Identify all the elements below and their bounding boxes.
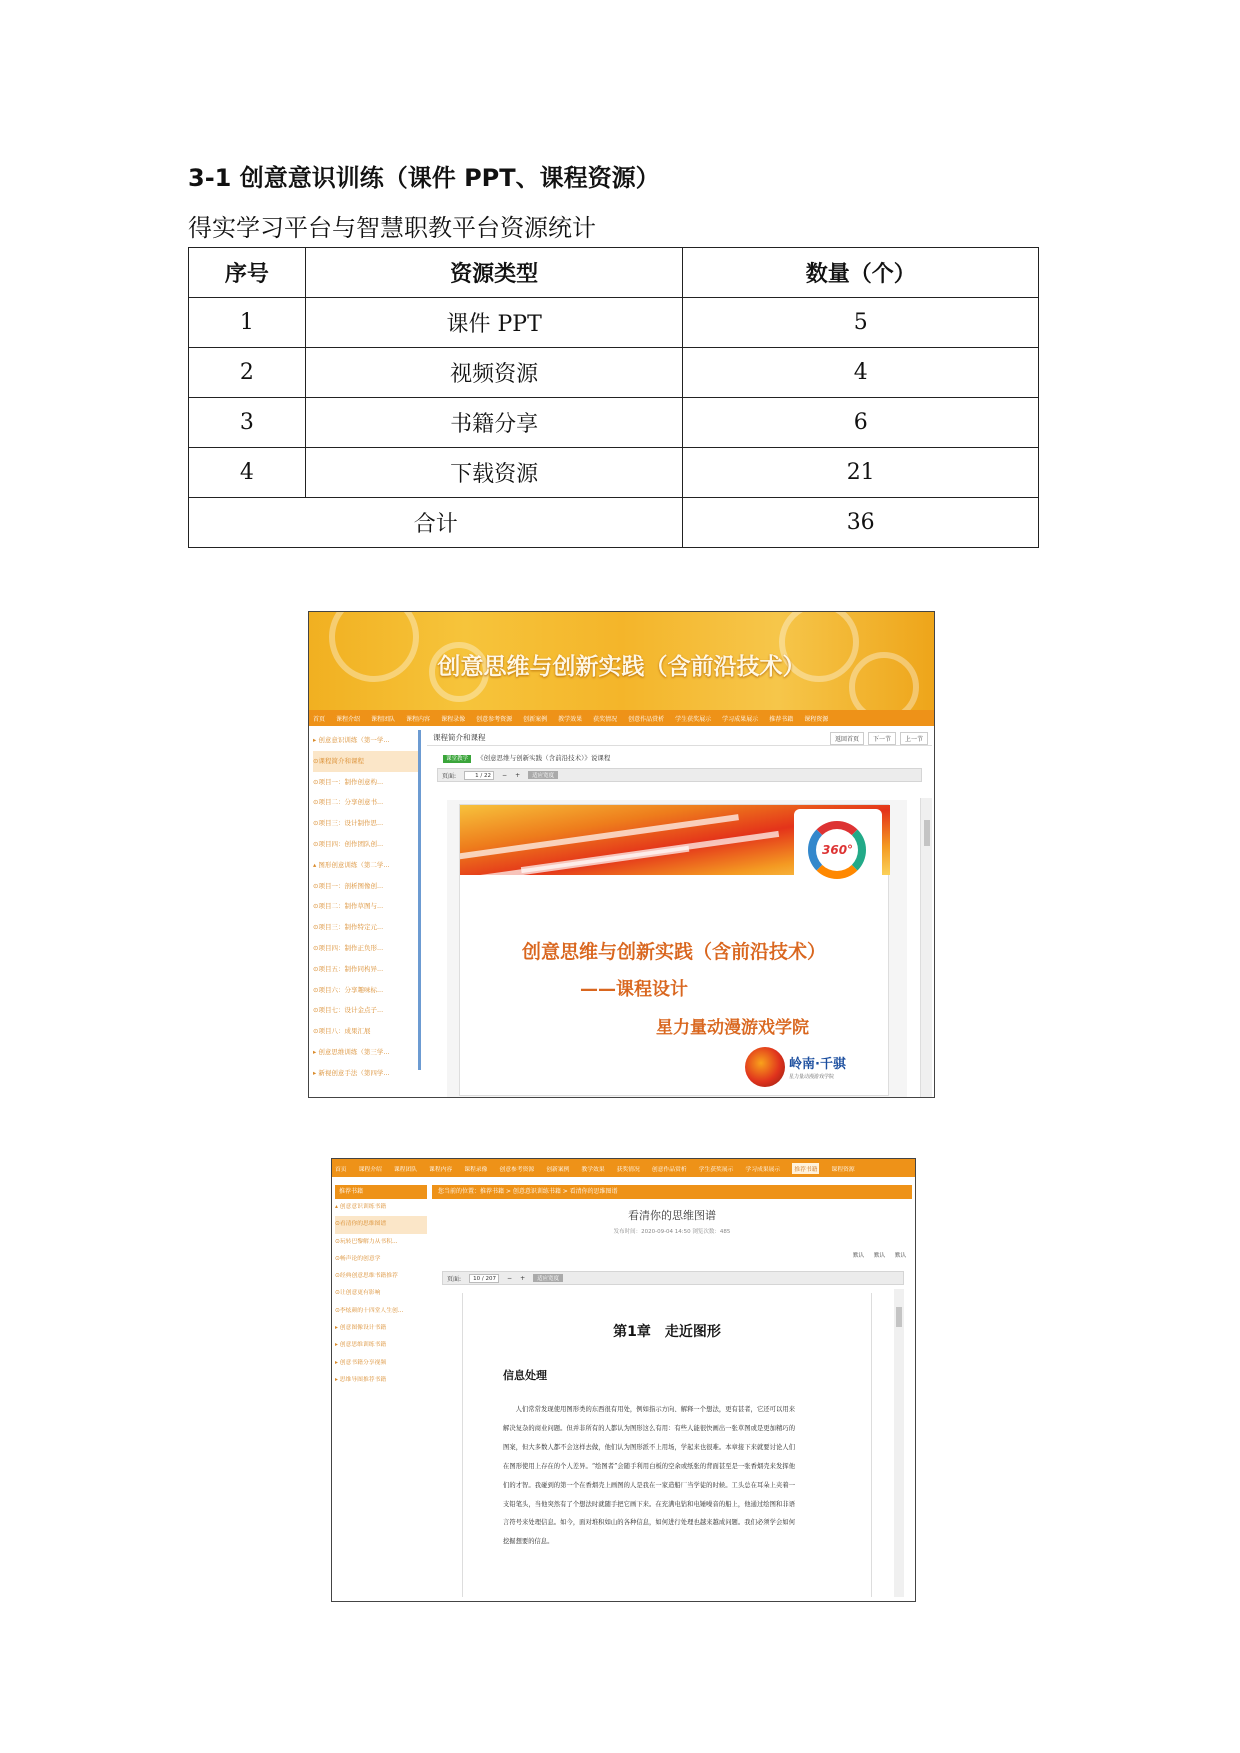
cell-index: 4	[189, 448, 306, 498]
sidebar-item-active[interactable]: ⊙课程简介和课程	[313, 751, 418, 772]
nav-item[interactable]: 课程团队	[393, 1166, 418, 1173]
prev-button[interactable]: 上一节	[900, 732, 928, 745]
nav-item[interactable]: 创意作品赏析	[651, 1166, 687, 1173]
col-header-type: 资源类型	[305, 248, 683, 298]
course-platform-screenshot	[308, 611, 935, 1098]
logo-subtitle: 星力量动漫游戏学院	[789, 1074, 835, 1080]
course-line	[427, 746, 932, 762]
nav-item[interactable]: 首页	[335, 1166, 347, 1173]
slide-subtitle: ——课程设计	[580, 979, 688, 1000]
sidebar-item[interactable]: ▸ 创意书籍分享视频	[335, 1359, 387, 1366]
viewer-toolbar	[437, 768, 922, 782]
nav-item[interactable]: 学习成果展示	[722, 715, 759, 723]
course-sidebar	[313, 730, 421, 1077]
sidebar-item[interactable]: ▸ 创意意识训练（第一学...	[313, 736, 390, 744]
sidebar-item[interactable]: ⊙畅声论的创意学	[335, 1255, 381, 1262]
course-tag: 课堂教学	[443, 755, 471, 763]
breadcrumb: 课程简介和课程	[427, 730, 932, 746]
sidebar-item[interactable]: ⊙项目六：分享趣味标...	[313, 985, 384, 994]
resource-stats-table	[188, 247, 1039, 548]
books-sidebar	[335, 1185, 427, 1389]
nav-item[interactable]: 课程介绍	[336, 715, 361, 723]
article-title: 看清你的思维图谱	[628, 1209, 716, 1222]
fit-mode-select[interactable]: 适应宽度	[528, 771, 558, 779]
sidebar-item[interactable]: ⊙玩转巴黎解力从书积...	[335, 1238, 398, 1245]
cell-type: 书籍分享	[305, 398, 683, 448]
sidebar-item[interactable]: ⊙项目一：制作创意构...	[313, 777, 384, 786]
table-row	[189, 448, 1039, 498]
scroll-thumb[interactable]	[924, 820, 930, 846]
star-logo-icon	[745, 1047, 785, 1087]
viewer-toolbar	[442, 1271, 904, 1285]
cell-count: 6	[683, 398, 1039, 448]
sidebar-item[interactable]: ⊙李炫颜的十四堂人生创...	[335, 1307, 404, 1314]
nav-item[interactable]: 学生获奖展示	[698, 1166, 734, 1173]
nav-item[interactable]: 创意作品赏析	[628, 715, 665, 723]
sidebar-item[interactable]: ⊙项目四：创作团队创...	[313, 839, 384, 848]
table-row	[189, 398, 1039, 448]
cell-index: 1	[189, 298, 306, 348]
cell-count: 4	[683, 348, 1039, 398]
books-platform-screenshot	[331, 1158, 916, 1602]
sidebar-item[interactable]: ⊙项目二：分享创意书...	[313, 798, 384, 807]
zoom-in-icon[interactable]: +	[515, 771, 521, 779]
breadcrumb: 您当前的位置：推荐书籍 > 创意意识训练书籍 > 看清你的思维图谱	[432, 1185, 912, 1199]
sidebar-item[interactable]: ▸ 创意思维训练书籍	[335, 1342, 387, 1349]
chapter-title: 第1章 走近图形	[613, 1324, 721, 1340]
nav-item[interactable]: 课程内容	[429, 1166, 453, 1173]
action-default[interactable]: 默认	[852, 1253, 864, 1259]
sidebar-item[interactable]: ⊙项目四：制作正负形...	[313, 943, 384, 952]
nav-item[interactable]: 推荐书籍	[769, 715, 794, 723]
sidebar-item[interactable]: ⊙项目八：成果汇展	[313, 1027, 371, 1036]
sidebar-item[interactable]: ⊙项目三：设计制作思...	[313, 819, 384, 828]
zoom-in-icon[interactable]: +	[520, 1274, 526, 1282]
action-default[interactable]: 默认	[873, 1253, 885, 1259]
slide-school: 星力量动漫游戏学院	[656, 1018, 809, 1038]
nav-item[interactable]: 获奖情况	[593, 715, 618, 723]
next-button[interactable]: 下一节	[868, 732, 896, 745]
sidebar-item[interactable]: ⊙项目五：制作同构异...	[313, 964, 384, 973]
total-value: 36	[683, 498, 1039, 548]
page-label: 页面:	[442, 772, 457, 780]
sidebar-item[interactable]: ▸ 新视创意手法（第四学...	[313, 1068, 390, 1077]
page-label: 页面:	[447, 1275, 462, 1283]
book-content	[432, 1185, 912, 1597]
nav-item[interactable]: 学生获奖展示	[675, 715, 712, 723]
sidebar-item[interactable]: ⊙让创意更有影响	[335, 1290, 381, 1297]
section-heading: 3-1 创意意识训练（课件 PPT、课程资源）	[188, 164, 660, 192]
home-button[interactable]: 返回首页	[830, 732, 864, 745]
col-header-index: 序号	[189, 248, 306, 298]
slide-title: 创意思维与创新实践（含前沿技术）	[521, 941, 826, 963]
nav-item[interactable]: 创新案例	[523, 715, 548, 723]
nav-item[interactable]: 课程录像	[464, 1166, 488, 1173]
sidebar-item[interactable]: ▸ 创意思维训练（第三学...	[313, 1047, 390, 1056]
sidebar-heading: 推荐书籍	[335, 1185, 427, 1199]
360-badge	[794, 809, 882, 893]
nav-item[interactable]: 创新案例	[546, 1166, 570, 1173]
table-total-row	[189, 498, 1039, 548]
nav-item[interactable]: 课程团队	[371, 715, 396, 723]
sidebar-item[interactable]: ▴ 图形创意训练（第二学...	[313, 860, 390, 869]
nav-item[interactable]: 学习成果展示	[745, 1166, 781, 1173]
sidebar-item[interactable]: ⊙项目七：设计金点子...	[313, 1006, 384, 1015]
sidebar-item[interactable]: ▴ 创意意识训练书籍	[335, 1204, 387, 1210]
page-input[interactable]: 10 / 207	[469, 1274, 499, 1283]
col-header-count: 数量（个）	[683, 248, 1039, 298]
table-header-row	[189, 248, 1039, 298]
cell-count: 21	[683, 448, 1039, 498]
table-caption: 得实学习平台与智慧职教平台资源统计	[188, 214, 596, 242]
sidebar-item[interactable]: ⊙经典创意思维书籍推荐	[335, 1273, 398, 1280]
main-nav	[309, 710, 934, 726]
total-label: 合计	[189, 498, 683, 548]
nav-item[interactable]: 教学效果	[581, 1166, 605, 1173]
nav-item[interactable]: 创意参考资源	[476, 715, 513, 723]
course-name[interactable]: 《创意思维与创新实践（含前沿技术）》说课程	[477, 754, 611, 762]
table-row	[189, 298, 1039, 348]
nav-item[interactable]: 课程介绍	[358, 1166, 382, 1173]
zoom-out-icon[interactable]: −	[507, 1274, 513, 1282]
sidebar-item[interactable]: ▸ 思维导图推荐书籍	[335, 1376, 387, 1383]
ppt-slide	[459, 804, 889, 1096]
sidebar-item-active[interactable]: ⊙看清你的思维图谱	[335, 1216, 427, 1233]
cell-type: 课件 PPT	[305, 298, 683, 348]
page-input[interactable]: 1 / 22	[464, 771, 494, 780]
cell-type: 视频资源	[305, 348, 683, 398]
viewer-scrollbar[interactable]	[894, 1289, 904, 1597]
table-row	[189, 348, 1039, 398]
cell-count: 5	[683, 298, 1039, 348]
nav-item[interactable]: 课程资源	[804, 715, 829, 723]
nav-item[interactable]: 课程资源	[831, 1166, 855, 1173]
page-nav-buttons	[830, 732, 928, 745]
sidebar-item[interactable]: ⊙项目三：制作特定元...	[313, 923, 384, 932]
cell-type: 下载资源	[305, 448, 683, 498]
sidebar-item[interactable]: ▸ 创意图像设计书籍	[335, 1325, 387, 1332]
viewer-actions	[853, 1251, 906, 1259]
sidebar-item[interactable]: ⊙项目二：制作草图与...	[313, 902, 384, 911]
book-page	[462, 1293, 872, 1597]
main-nav	[332, 1159, 915, 1177]
logo-name: 岭南·千骐	[789, 1057, 846, 1072]
viewer-scrollbar[interactable]	[920, 798, 932, 1098]
nav-item-active[interactable]: 推荐书籍	[792, 1163, 819, 1174]
nav-item[interactable]: 首页	[313, 715, 326, 723]
article-meta: 发布时间：2020-09-04 14:50 浏览次数：485	[613, 1229, 731, 1235]
scroll-thumb[interactable]	[896, 1307, 902, 1327]
school-logo	[745, 1047, 853, 1093]
zoom-out-icon[interactable]: −	[502, 771, 508, 779]
cell-index: 2	[189, 348, 306, 398]
section-title: 信息处理	[503, 1369, 547, 1382]
nav-item[interactable]: 课程内容	[406, 715, 431, 723]
fit-mode-select[interactable]: 适应宽度	[533, 1274, 563, 1282]
banner-title: 创意思维与创新实践（含前沿技术）	[437, 654, 806, 680]
book-body	[503, 1401, 795, 1552]
document-viewer	[447, 800, 907, 1098]
nav-item[interactable]: 创意参考资源	[499, 1166, 535, 1173]
body-paragraph: 人们常常发现使用图形类的东西很有用处，例如指示方向、解释一个想法，更有甚者，它还可以用来解决复杂的商业问题。但并非所有的人都认为图形这么有用：有些人能很快画出一张草图或是更加精巧的图案，但大多数人都不会这样去做，他们认为图形派不上用场，学起来也很难。本章接下来就要讨论人们在图形使用上存在的个人差异。“绘图者”会随手利用白板的空余或纸张的背面甚至是一张香烟壳来发挥他们的才智。我碰到的第一个在香烟壳上画图的人是我在一家造船厂当学徒的时候。工头总在耳朵上夹着一支铅笔头，当他突然有了个想法时就随手把它画下来。在充满电钻和电锤噪音的船上，他通过绘图和非语言符号来处理信息。如今，面对堆积如山的各种信息，如何进行处理也越来越成问题。我们必须学会如何挖掘想要的信息。	[503, 1406, 795, 1546]
cell-index: 3	[189, 398, 306, 448]
nav-item[interactable]: 教学效果	[558, 715, 583, 723]
nav-item[interactable]: 获奖情况	[616, 1166, 640, 1173]
course-content	[427, 730, 932, 1096]
course-banner	[309, 612, 934, 710]
nav-item[interactable]: 课程录像	[441, 715, 466, 723]
badge-number: 360°	[822, 843, 854, 857]
action-default[interactable]: 默认	[894, 1253, 906, 1259]
sidebar-item[interactable]: ⊙项目一：剖析图像创...	[313, 881, 384, 890]
